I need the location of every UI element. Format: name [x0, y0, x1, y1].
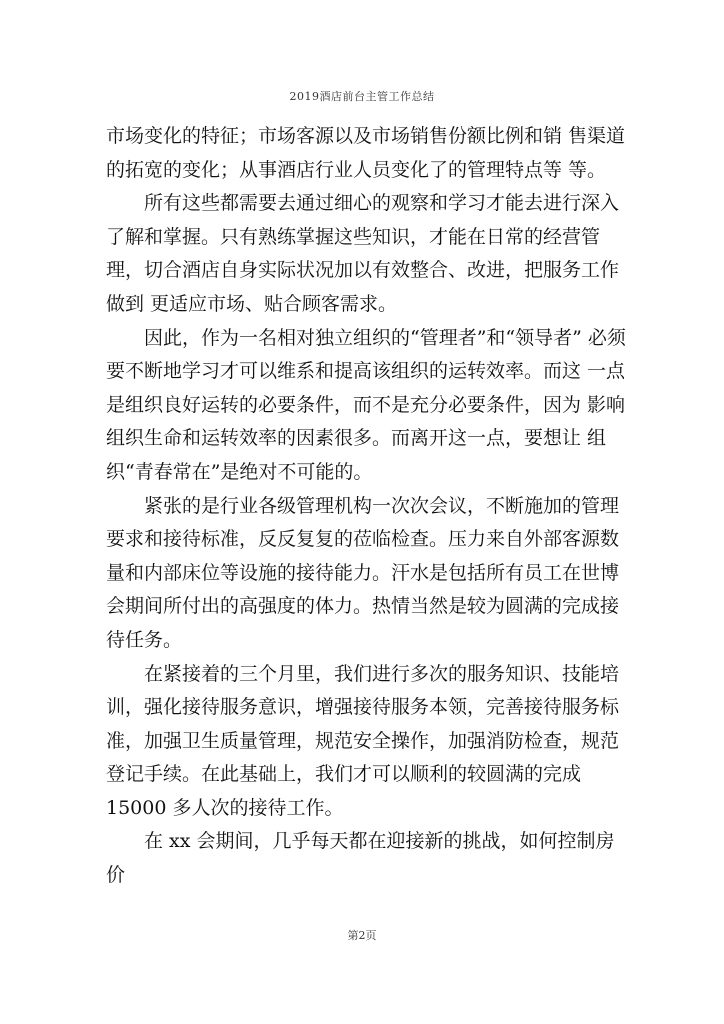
paragraph: 市场变化的特征；市场客源以及市场销售份额比例和销 售渠道的拓宽的变化；从事酒店行业人员变化了的管理特点等 等。	[106, 125, 626, 181]
paragraph: 在紧接着的三个月里，我们进行多次的服务知识、技能培 训，强化接待服务意识，增强接待服务本领，完善接待服务标 准，加强卫生质量管理，规范安全操作，加强消防检查，规范 登记手续。在此基础上，我们才可以顺利的较圆满的完成 15000 多人次的接待工作。	[106, 662, 626, 819]
paragraph: 紧张的是行业各级管理机构一次次会议，不断施加的管理 要求和接待标准，反反复复的莅临检查。压力来自外部客源数 量和内部床位等设施的接待能力。汗水是包括所有员工在世博 会期间所付出的高强度的体力。热情当然是较为圆满的完成接 待任务。	[106, 494, 626, 651]
paragraph: 因此，作为一名相对独立组织的“管理者”和“领导者” 必须要不断地学习才可以维系和提高该组织的运转效率。而这 一点是组织良好运转的必要条件，而不是充分必要条件，因为 影响组织生命和运转效率的因素很多。而离开这一点，要想让 组织“青春常在”是绝对不可能的。	[106, 326, 626, 483]
page-number: 第2页	[347, 929, 377, 942]
body-text	[106, 120, 636, 893]
paragraph: 所有这些都需要去通过细心的观察和学习才能去进行深入 了解和掌握。只有熟练掌握这些知识，才能在日常的经营管理，切合酒店自身实际状况加以有效整合、改进，把服务工作做到 更适应市场、贴合顾客需求。	[106, 192, 626, 315]
paragraph: 在 xx 会期间，几乎每天都在迎接新的挑战，如何控制房 价	[106, 830, 621, 887]
page-header: 2019酒店前台主管工作总结	[289, 90, 435, 103]
